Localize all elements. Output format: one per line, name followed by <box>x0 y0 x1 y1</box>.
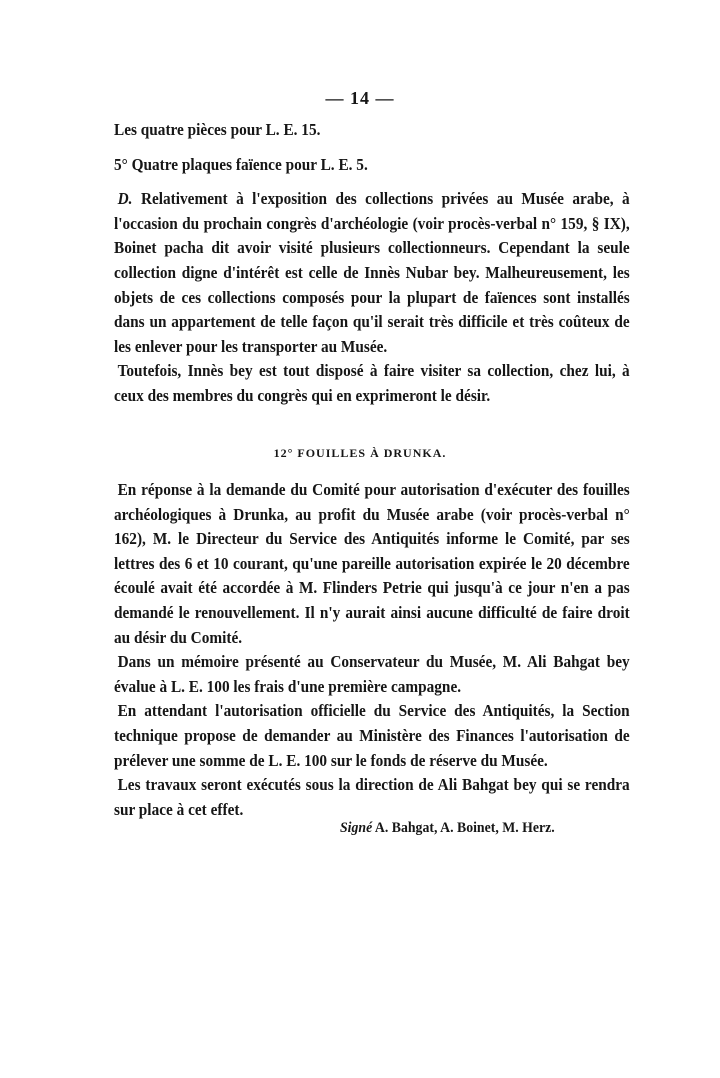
paragraph-travaux: Les travaux seront exécutés sous la direction de Ali Bahgat bey qui se rendra sur place à cet effet. <box>114 775 630 819</box>
paragraph-reponse: En réponse à la demande du Comité pour autorisation d'exécuter des fouilles archéologiques à Drunka, au profit du Musée arabe (voir procès-verbal n° 162), M. le Directeur du Service des Antiquités informe le Comité, par ses lettres des 6 et 10 courant, qu'une pareille autorisation expirée le 20 décembre écoulé avait été accordée à M. Flinders Petrie qui jusqu'à ce jour n'en a pas demandé le renouvellement. Il n'y aurait ainsi aucune difficulté de faire droit au désir du Comité. <box>114 480 630 647</box>
paragraph-memoire: Dans un mémoire présenté au Conservateur du Musée, M. Ali Bahgat bey évalue à L. E. 100 les frais d'une première campagne. <box>114 652 630 696</box>
section-heading: 12° FOUILLES À DRUNKA. <box>273 446 447 460</box>
signature-name-bahgat: A. Bahgat, <box>374 820 438 836</box>
paragraph-d-label: D. <box>117 189 133 209</box>
page-number: — 14 — <box>325 88 395 108</box>
signature-name-herz: M. Herz. <box>502 820 555 836</box>
paragraph-autorisation: En attendant l'autorisation officielle du Service des Antiquités, la Section technique propose de demander au Ministère des Finances l'autorisation de prélever une somme de L. E. 100 sur le fonds de réserve du Musée. <box>114 701 630 770</box>
signature-signed: Signé <box>340 820 373 836</box>
paragraph-d-text: Relativement à l'exposition des collections privées au Musée arabe, à l'occasion du prochain congrès d'archéologie (voir procès-verbal n° 159, § IX), Boinet pacha dit avoir visité plusieurs collectionneurs. Cependant la seule collection digne d'intérêt est celle de Innès Nubar bey. Malheureusement, les objets de ces collections composés pour la plupart de faïences sont installés dans un appartement de telle façon qu'il serait très difficile et très coûteux de les enlever pour les transporter au Musée. <box>114 189 630 356</box>
paragraph-toutefois: Toutefois, Innès bey est tout disposé à faire visiter sa collection, chez lui, à ceux des membres du congrès qui en exprimeront le désir. <box>114 361 630 405</box>
signature-name-boinet: A. Boinet, <box>440 820 499 836</box>
signature-line <box>340 820 555 837</box>
paragraph-d-exposition <box>114 187 630 359</box>
text-line-plaques-faience: 5° Quatre plaques faïence pour L. E. 5. <box>114 154 368 174</box>
text-line-quatre-pieces: Les quatre pièces pour L. E. 15. <box>114 120 321 139</box>
top-text-block <box>114 118 630 409</box>
bottom-text-block <box>114 478 630 822</box>
